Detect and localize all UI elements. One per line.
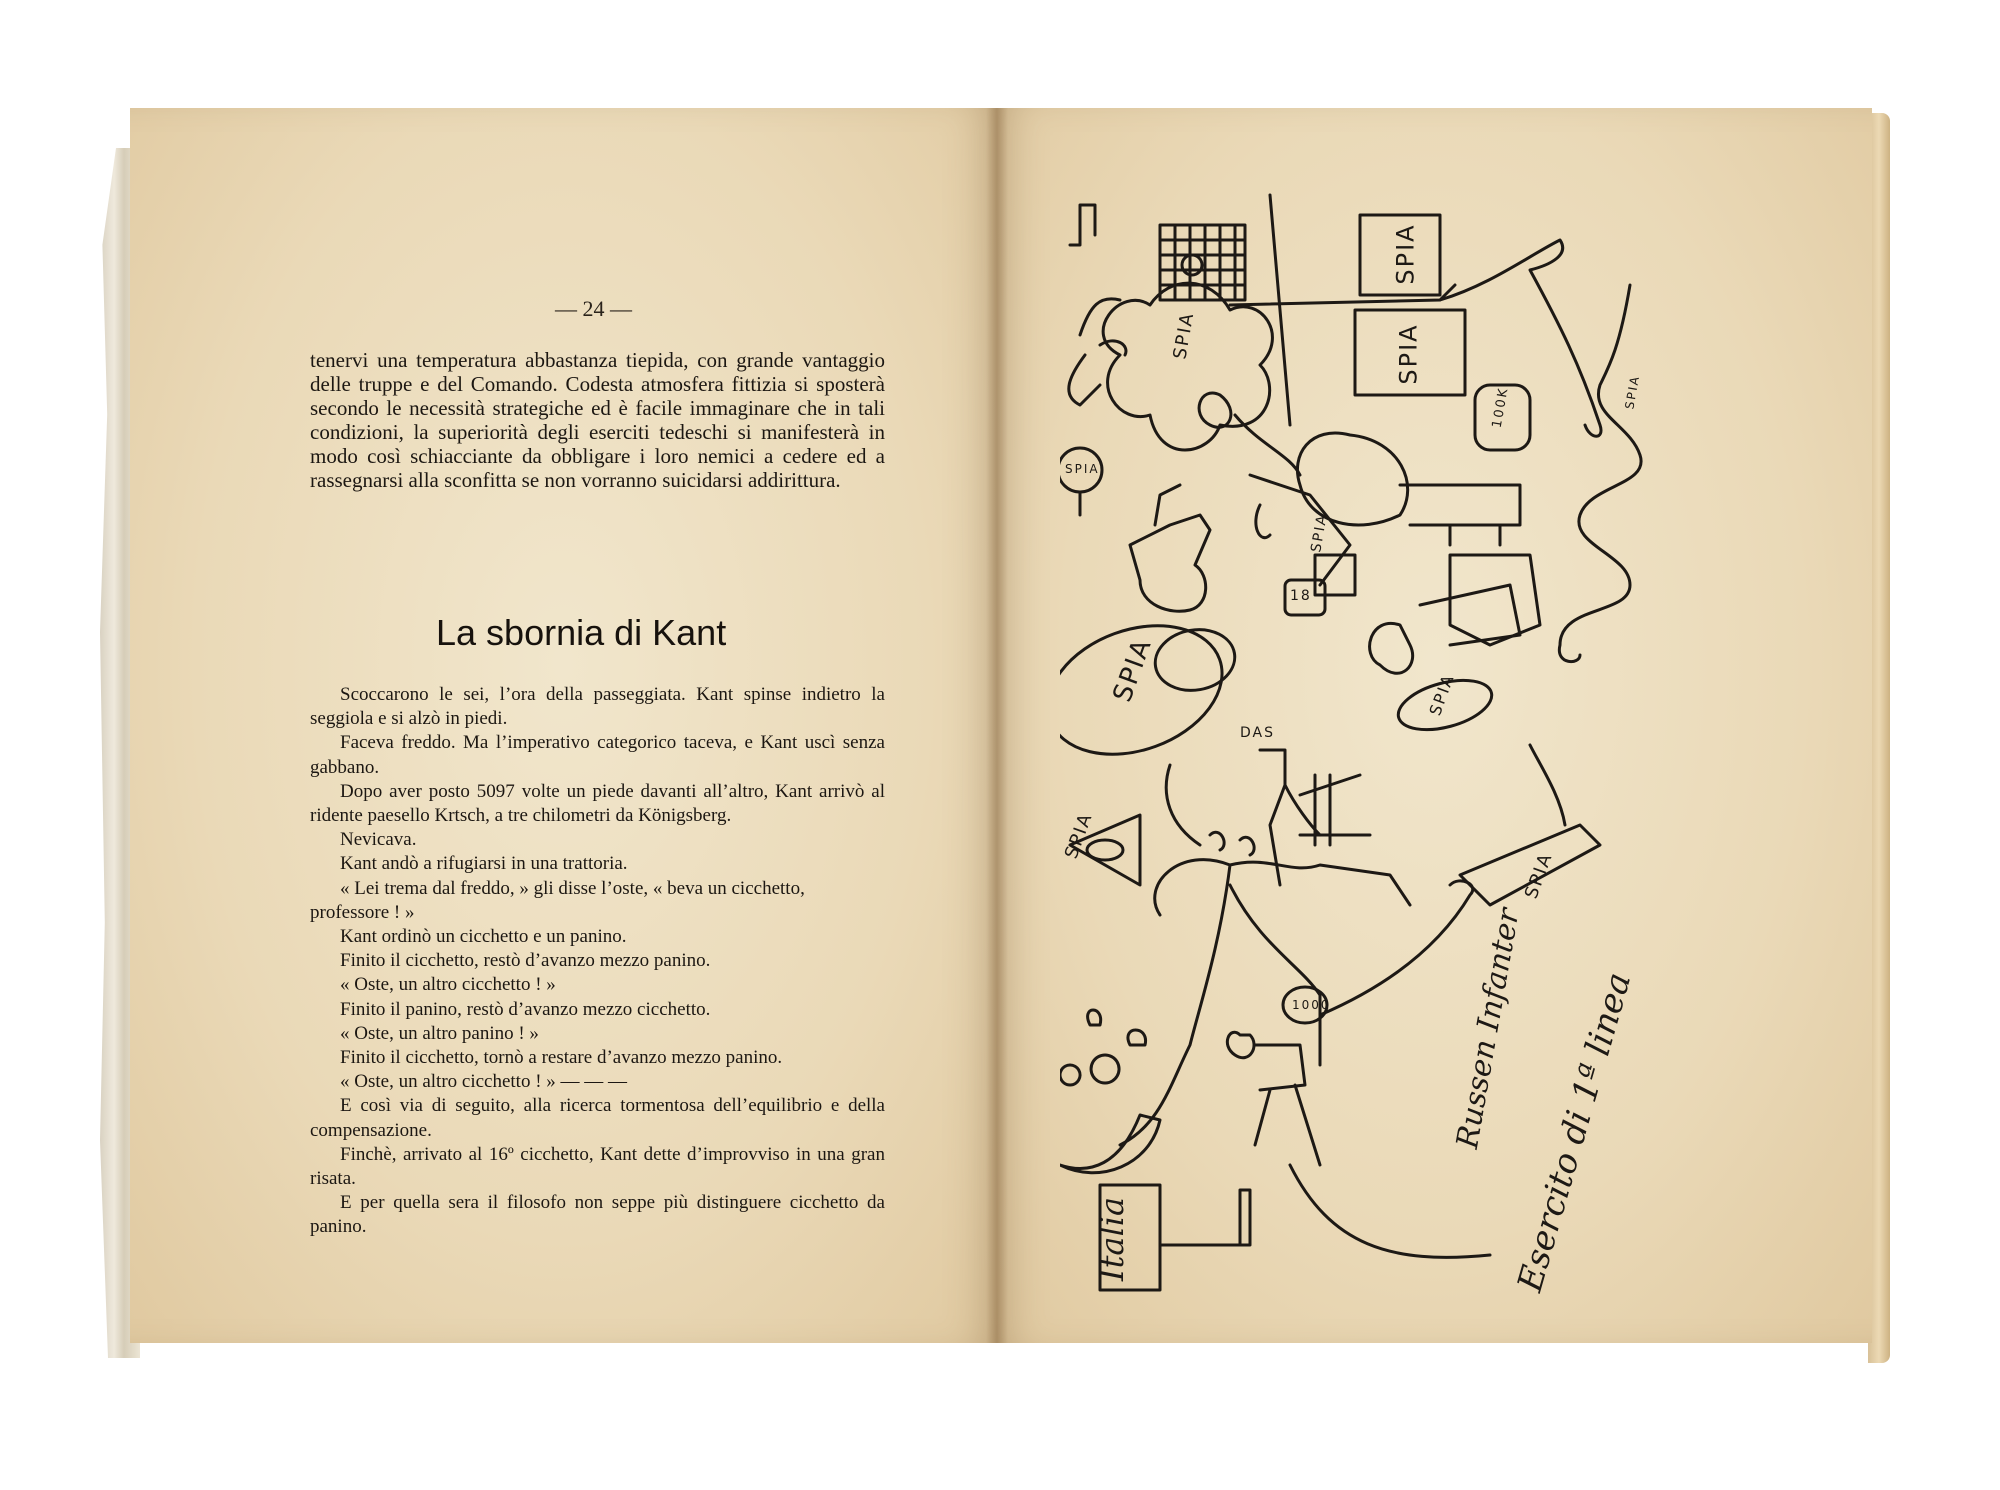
circles-left [1060, 1055, 1119, 1085]
1000-label: 1000 [1292, 998, 1331, 1012]
page-number: — 24 — [555, 296, 632, 321]
mustache-figure [1370, 585, 1520, 673]
long-arm [1320, 881, 1473, 1015]
story-line: Nevicava. [340, 829, 417, 851]
story-line: Finito il cicchetto, restò d’avanzo mezzo panino. [340, 950, 711, 972]
serpent [1559, 285, 1641, 662]
rocket-detail [1530, 745, 1565, 825]
italia-label: Italia [1093, 1196, 1132, 1282]
crescent-moon [1060, 1115, 1160, 1173]
story-line: Kant andò a rifugiarsi in una trattoria. [340, 853, 628, 875]
person-body [1250, 475, 1350, 585]
spia-label: SPIA [1169, 310, 1199, 361]
swirl-bubbles [1166, 765, 1254, 855]
long-stem [1290, 1165, 1490, 1257]
bean-shapes [1088, 1010, 1146, 1045]
story-line: Finito il cicchetto, tornò a restare d’avanzo mezzo panino. [340, 1047, 783, 1069]
helmet-head [1130, 485, 1210, 611]
cloud-blob [1103, 283, 1272, 450]
italia-post [1160, 1190, 1250, 1245]
spia-label: SPIA [1107, 634, 1159, 706]
story-line: Dopo aver posto 5097 volte un piede davanti all’altro, Kant arrivò al ridente paesello Krtsch, a tre chilometri da Königsberg. [310, 780, 885, 827]
story-line: « Oste, un altro cicchetto ! » — — — [340, 1071, 628, 1093]
caption-label: Esercito di 1ª linea [1510, 968, 1640, 1297]
soldier [1227, 1032, 1320, 1165]
story-line: E così via di seguito, alla ricerca tormentosa dell’equilibrio e della compensazione. [310, 1095, 885, 1141]
spia-label: SPIA [1065, 462, 1100, 476]
story-line: Faceva freddo. Ma l’imperativo categorico taceva, e Kant uscì senza gabbano. [310, 732, 885, 778]
tower-outline [1070, 205, 1095, 245]
lamp-figure [1300, 775, 1370, 845]
eye [1087, 840, 1123, 860]
das-label: DAS [1240, 725, 1275, 741]
continued-paragraph: tenervi una temperatura abbastanza tiepida, con grande vantaggio delle truppe e del Comando. Codesta atmosfera fittizia si sposterà secondo le necessità strategiche ed è facile immaginare che in tali condizioni, la superiorità degli eserciti tedeschi si manifesterà in modo così schiacciante da obbligare i loro nemici a cedere ed a rassegnarsi alla sconfitta se non vorranno suicidarsi addirittura. [310, 348, 885, 492]
spia-label: SPIA [1622, 373, 1643, 411]
signature-label: Russen Infanter [1450, 905, 1527, 1152]
story-line: « Oste, un altro cicchetto ! » [340, 974, 556, 996]
spia-label: SPIA [1394, 323, 1423, 385]
story-line: Finchè, arrivato al 16º cicchetto, Kant dette d’improvviso in una gran risata. [310, 1143, 885, 1190]
spia-label: SPIA [1308, 512, 1331, 554]
big-oval [1060, 603, 1240, 777]
book-gutter [986, 108, 1008, 1343]
futurist-drawing [1060, 185, 1780, 1315]
chapter-title: La sbornia di Kant [436, 612, 727, 653]
story-line: Scoccarono le sei, l’ora della passeggiata. Kant spinse indietro la seggiola e si alzò in piedi. [310, 684, 885, 730]
target-circle [1182, 255, 1202, 275]
story-line: professore ! » [310, 901, 415, 923]
spia-label: SPIA [1060, 809, 1098, 862]
story-line: Kant ordinò un cicchetto e un panino. [340, 926, 627, 948]
spia-label: SPIA [1425, 670, 1459, 719]
running-figure [1120, 860, 1410, 1145]
story-line: « Lei trema dal freddo, » gli disse l’oste, « beva un cicchetto, [340, 877, 805, 899]
100k-label: 100K [1489, 385, 1512, 430]
story-text [310, 683, 885, 1240]
spia-label: SPIA [1520, 849, 1558, 902]
spia-label: SPIA [1391, 223, 1420, 285]
round-figure-body [1297, 433, 1407, 525]
story-line: E per quella sera il filosofo non seppe più distinguere cicchetto da panino. [310, 1192, 885, 1238]
checker-box [1315, 555, 1355, 595]
shield-shape [1450, 555, 1540, 645]
story-line: « Oste, un altro panino ! » [340, 1022, 539, 1044]
figure-legs [1400, 485, 1520, 545]
18-label: 18 [1290, 588, 1312, 604]
story-line: Finito il panino, restò d’avanzo mezzo cicchetto. [340, 998, 711, 1020]
